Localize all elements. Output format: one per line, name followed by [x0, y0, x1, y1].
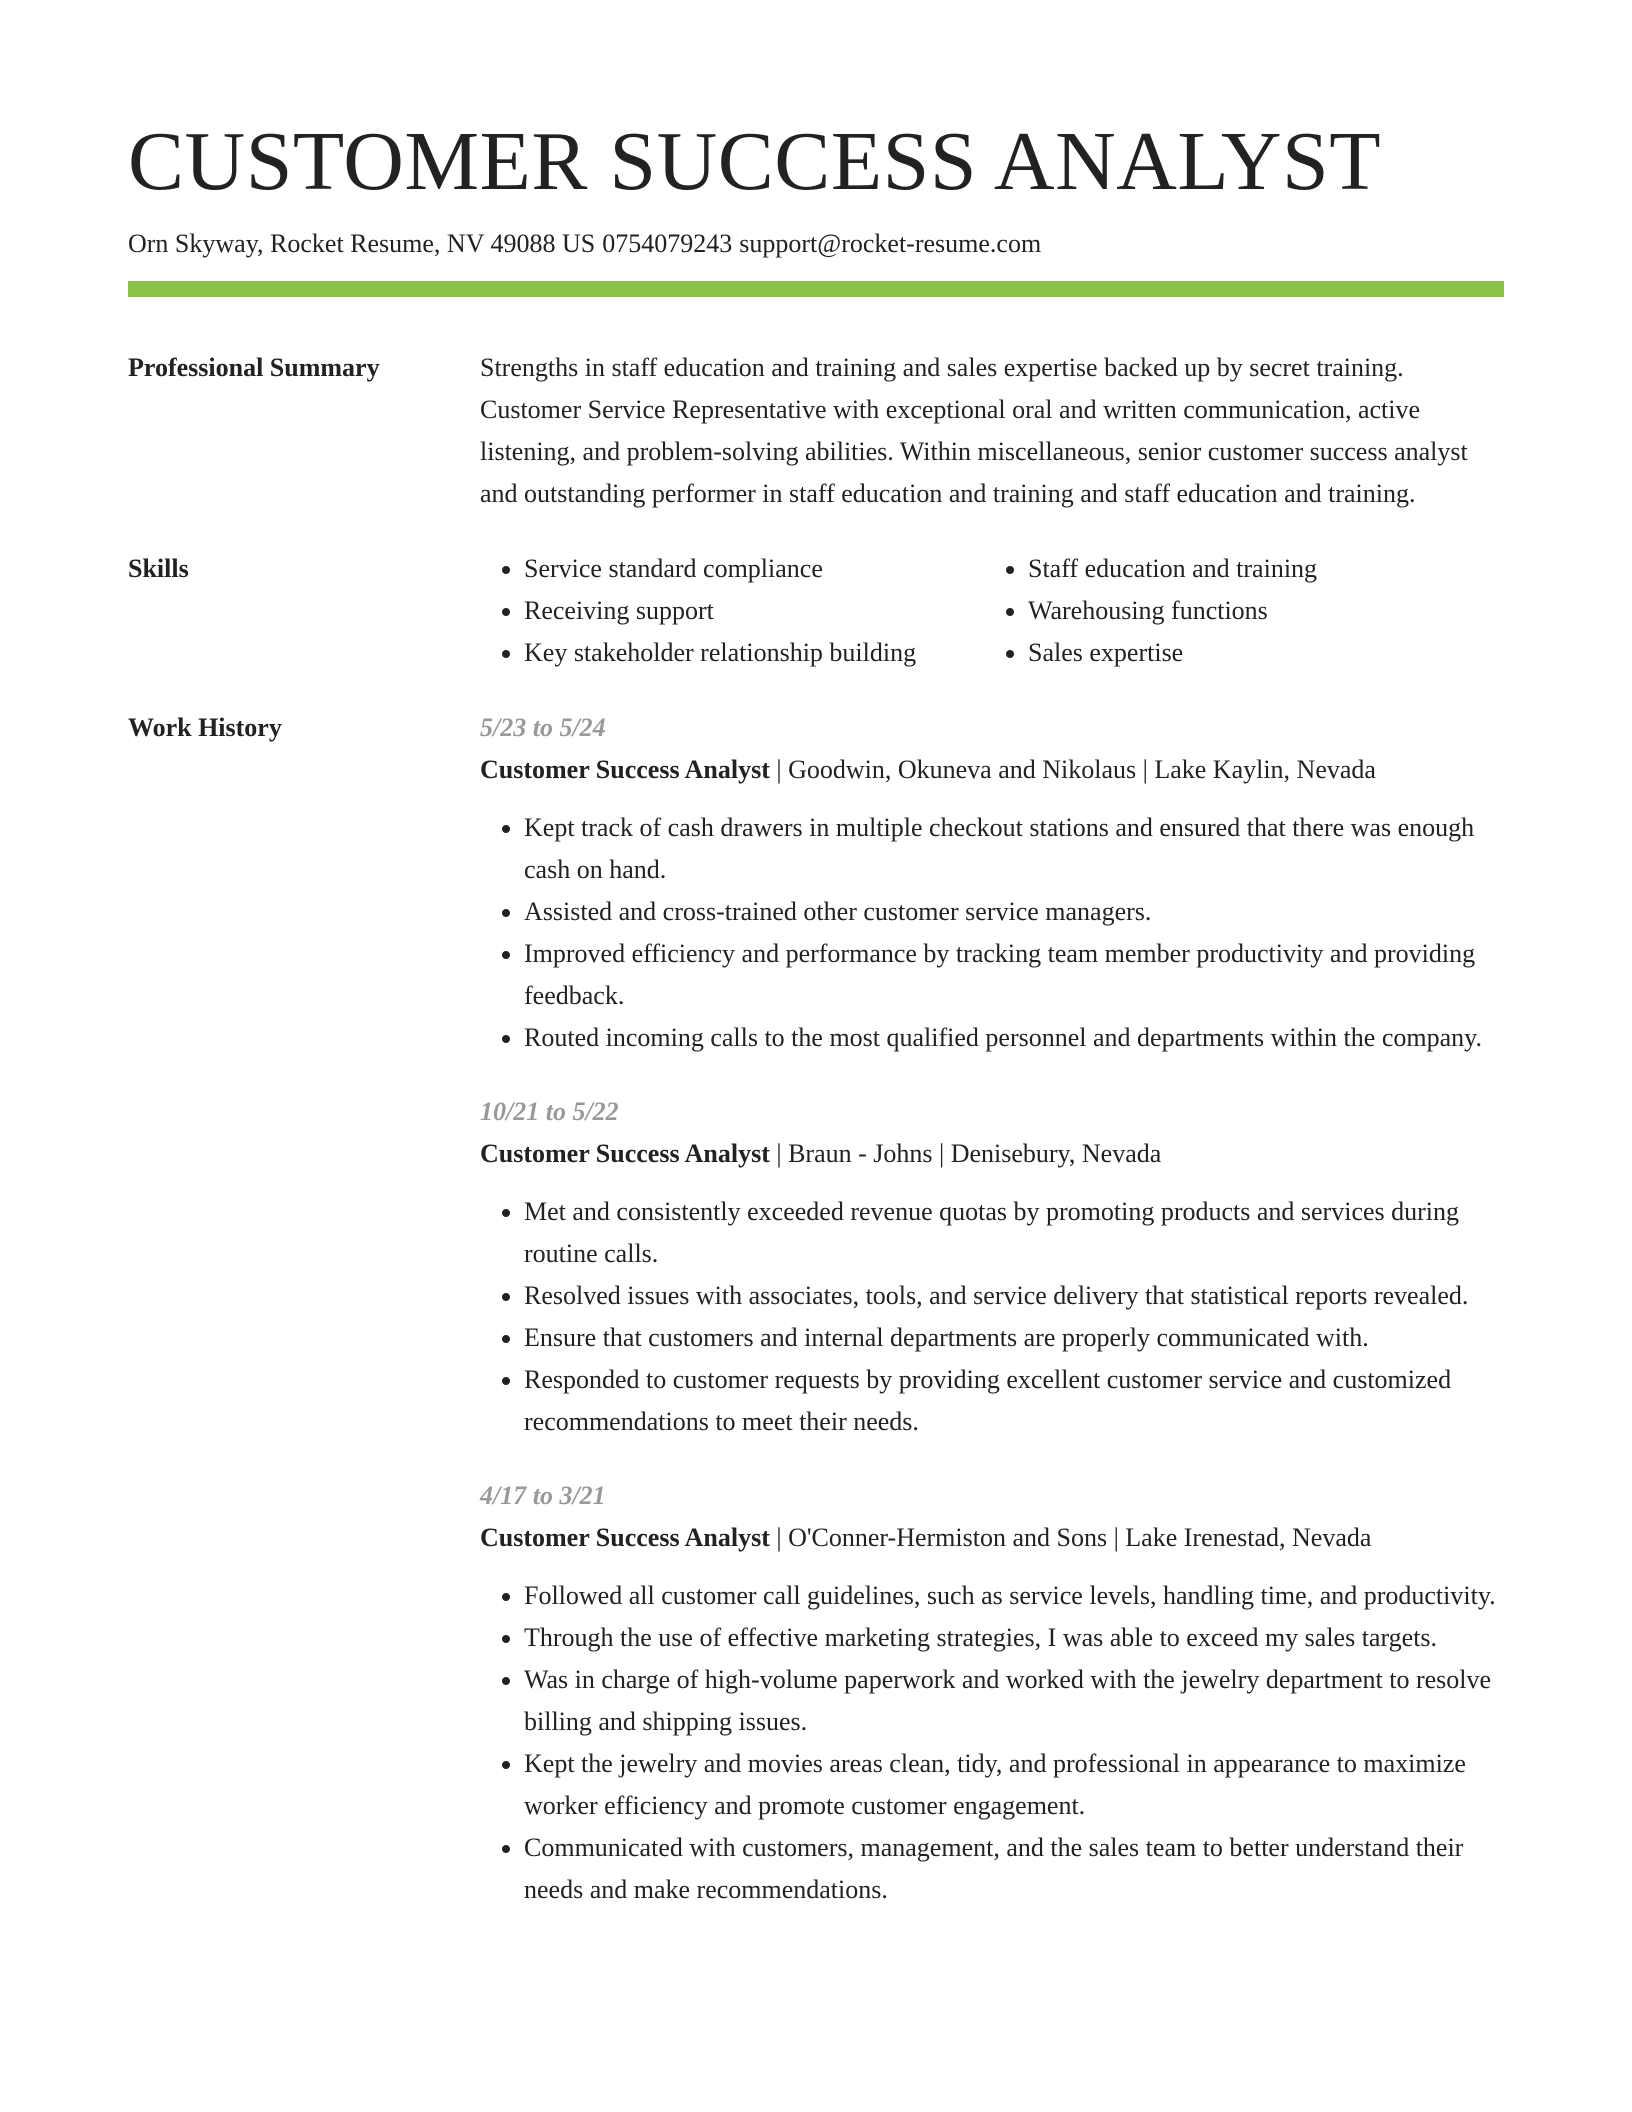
job-company-location: | Goodwin, Okuneva and Nikolaus | Lake Kaylin, Nevada — [769, 755, 1376, 785]
work-history-list — [480, 707, 1504, 1911]
contact-email: support@rocket-resume.com — [739, 229, 1042, 258]
summary-heading: Professional Summary — [128, 353, 380, 383]
job-company-location: | O'Conner-Hermiston and Sons | Lake Irenestad, Nevada — [769, 1523, 1372, 1553]
summary-section — [128, 347, 1504, 515]
work-history-heading: Work History — [128, 713, 282, 743]
job-dates: 5/23 to 5/24 — [480, 713, 606, 743]
job-bullet: • Met and consistently exceeded revenue quotas by promoting products and services during routine calls. — [524, 1191, 1504, 1275]
job-bullet: • Routed incoming calls to the most qualified personnel and departments within the company. — [524, 1017, 1504, 1059]
skills-column-2 — [984, 548, 1504, 674]
job-entry — [480, 1475, 1504, 1911]
skills-grid — [480, 548, 1504, 674]
job-bullet: • Through the use of effective marketing strategies, I was able to exceed my sales targets. — [524, 1617, 1504, 1659]
job-heading — [480, 1133, 1504, 1175]
job-bullet: • Resolved issues with associates, tools, and service delivery that statistical reports revealed. — [524, 1275, 1504, 1317]
resume-name-heading: CUSTOMER SUCCESS ANALYST — [128, 115, 1382, 208]
skills-section — [128, 548, 1504, 674]
skill-item: • Receiving support — [524, 590, 984, 632]
job-bullets — [480, 1191, 1504, 1443]
job-bullet: • Followed all customer call guidelines, such as service levels, handling time, and productivity. — [524, 1575, 1504, 1617]
skills-column-1 — [480, 548, 984, 674]
job-bullet: • Improved efficiency and performance by tracking team member productivity and providing feedback. — [524, 933, 1504, 1017]
job-title: Customer Success Analyst — [480, 1523, 770, 1553]
contact-address: Orn Skyway, Rocket Resume, NV 49088 US — [128, 229, 596, 258]
job-bullet: • Communicated with customers, management, and the sales team to better understand their needs and make recommendations. — [524, 1827, 1504, 1911]
job-entry — [480, 1091, 1504, 1443]
skill-item: • Warehousing functions — [1028, 590, 1504, 632]
job-bullet: • Kept track of cash drawers in multiple checkout stations and ensured that there was enough cash on hand. — [524, 807, 1504, 891]
job-bullet: • Ensure that customers and internal departments are properly communicated with. — [524, 1317, 1504, 1359]
job-heading — [480, 1517, 1504, 1559]
job-bullet: • Assisted and cross-trained other customer service managers. — [524, 891, 1504, 933]
job-heading — [480, 749, 1504, 791]
job-dates: 10/21 to 5/22 — [480, 1097, 619, 1127]
skill-item: • Sales expertise — [1028, 632, 1504, 674]
job-title: Customer Success Analyst — [480, 755, 770, 785]
skill-item: • Service standard compliance — [524, 548, 984, 590]
job-bullet: • Responded to customer requests by providing excellent customer service and customized recommendations to meet their needs. — [524, 1359, 1504, 1443]
contact-info — [128, 228, 1504, 259]
work-history-section — [128, 707, 1504, 1911]
summary-text: Strengths in staff education and training and sales expertise backed up by secret training. Customer Service Representative with exceptional oral and written communication, active listening, and problem-solving abilities. Within miscellaneous, senior customer success analyst and outstanding performer in staff education and training and staff education and training. — [480, 353, 1468, 509]
job-company-location: | Braun - Johns | Denisebury, Nevada — [769, 1139, 1162, 1169]
skill-item: • Staff education and training — [1028, 548, 1504, 590]
job-bullet: • Was in charge of high-volume paperwork and worked with the jewelry department to resolve billing and shipping issues. — [524, 1659, 1504, 1743]
job-entry — [480, 707, 1504, 1059]
skills-heading: Skills — [128, 554, 189, 584]
job-title: Customer Success Analyst — [480, 1139, 770, 1169]
job-dates: 4/17 to 3/21 — [480, 1481, 606, 1511]
job-bullets — [480, 807, 1504, 1059]
header-divider — [128, 281, 1504, 297]
job-bullets — [480, 1575, 1504, 1911]
contact-phone: 0754079243 — [602, 229, 733, 258]
skill-item: • Key stakeholder relationship building — [524, 632, 984, 674]
job-bullet: • Kept the jewelry and movies areas clean, tidy, and professional in appearance to maximize worker efficiency and promote customer engagement. — [524, 1743, 1504, 1827]
